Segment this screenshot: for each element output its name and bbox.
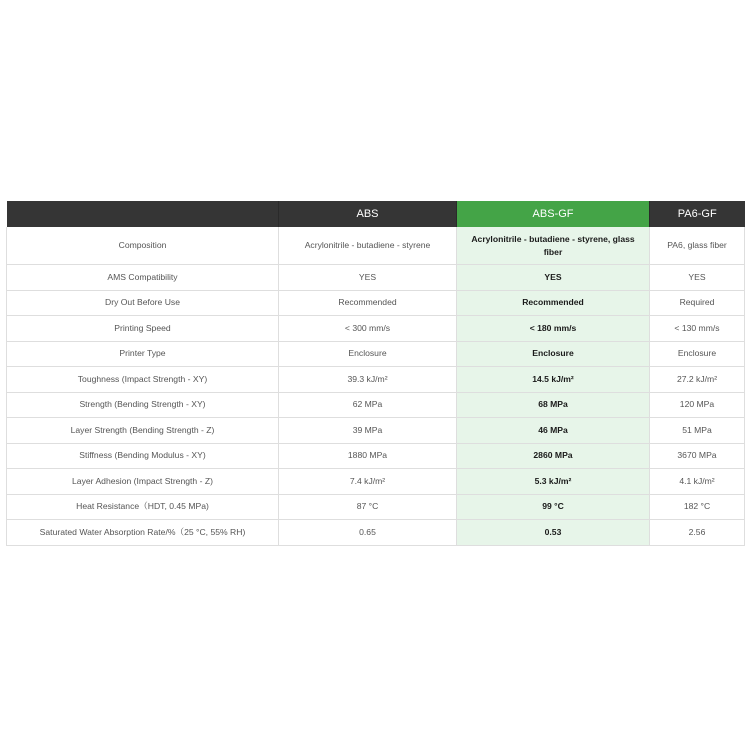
cell-abs: 39 MPa: [279, 418, 457, 444]
material-comparison-table: [6, 201, 745, 546]
cell-abs: YES: [279, 265, 457, 291]
table-row: [7, 392, 745, 418]
cell-abs-gf: 0.53: [457, 520, 650, 546]
cell-abs-gf: 46 MPa: [457, 418, 650, 444]
row-label: Composition: [7, 227, 279, 265]
cell-pa6-gf: 120 MPa: [650, 392, 745, 418]
row-label: Layer Adhesion (Impact Strength - Z): [7, 469, 279, 495]
cell-abs-gf: YES: [457, 265, 650, 291]
row-label: Printing Speed: [7, 316, 279, 342]
cell-pa6-gf: 3670 MPa: [650, 443, 745, 469]
cell-abs: Recommended: [279, 290, 457, 316]
cell-abs: 87 °C: [279, 494, 457, 520]
table-row: [7, 469, 745, 495]
cell-abs: < 300 mm/s: [279, 316, 457, 342]
row-label: Dry Out Before Use: [7, 290, 279, 316]
cell-pa6-gf: Required: [650, 290, 745, 316]
cell-abs-gf: Acrylonitrile - butadiene - styrene, glass fiber: [457, 227, 650, 265]
cell-pa6-gf: 2.56: [650, 520, 745, 546]
cell-pa6-gf: 27.2 kJ/m²: [650, 367, 745, 393]
comparison-table-container: [6, 201, 744, 546]
table-row: [7, 265, 745, 291]
cell-pa6-gf: 182 °C: [650, 494, 745, 520]
table-row: [7, 316, 745, 342]
cell-abs: 1880 MPa: [279, 443, 457, 469]
header-property: [7, 201, 279, 227]
table-row: [7, 520, 745, 546]
row-label: Stiffness (Bending Modulus - XY): [7, 443, 279, 469]
cell-abs-gf: 68 MPa: [457, 392, 650, 418]
cell-abs: 62 MPa: [279, 392, 457, 418]
cell-pa6-gf: PA6, glass fiber: [650, 227, 745, 265]
cell-abs-gf: 14.5 kJ/m²: [457, 367, 650, 393]
cell-abs: 0.65: [279, 520, 457, 546]
table-row: [7, 418, 745, 444]
header-pa6-gf: PA6-GF: [650, 201, 745, 227]
cell-pa6-gf: Enclosure: [650, 341, 745, 367]
row-label: Layer Strength (Bending Strength - Z): [7, 418, 279, 444]
table-header-row: [7, 201, 745, 227]
table-row: [7, 494, 745, 520]
cell-pa6-gf: 51 MPa: [650, 418, 745, 444]
table-row: [7, 227, 745, 265]
cell-pa6-gf: < 130 mm/s: [650, 316, 745, 342]
row-label: Strength (Bending Strength - XY): [7, 392, 279, 418]
cell-abs: 39.3 kJ/m²: [279, 367, 457, 393]
row-label: Heat Resistance（HDT, 0.45 MPa): [7, 494, 279, 520]
cell-abs-gf: < 180 mm/s: [457, 316, 650, 342]
cell-abs-gf: Enclosure: [457, 341, 650, 367]
cell-abs: Acrylonitrile - butadiene - styrene: [279, 227, 457, 265]
table-row: [7, 290, 745, 316]
cell-abs-gf: 5.3 kJ/m²: [457, 469, 650, 495]
row-label: Toughness (Impact Strength - XY): [7, 367, 279, 393]
row-label: AMS Compatibility: [7, 265, 279, 291]
table-row: [7, 341, 745, 367]
cell-pa6-gf: 4.1 kJ/m²: [650, 469, 745, 495]
row-label: Saturated Water Absorption Rate/%（25 °C, 55% RH): [7, 520, 279, 546]
cell-abs: Enclosure: [279, 341, 457, 367]
cell-abs-gf: Recommended: [457, 290, 650, 316]
cell-abs-gf: 99 °C: [457, 494, 650, 520]
cell-pa6-gf: YES: [650, 265, 745, 291]
header-abs: ABS: [279, 201, 457, 227]
table-row: [7, 443, 745, 469]
cell-abs-gf: 2860 MPa: [457, 443, 650, 469]
cell-abs: 7.4 kJ/m²: [279, 469, 457, 495]
row-label: Printer Type: [7, 341, 279, 367]
table-row: [7, 367, 745, 393]
header-abs-gf: ABS-GF: [457, 201, 650, 227]
